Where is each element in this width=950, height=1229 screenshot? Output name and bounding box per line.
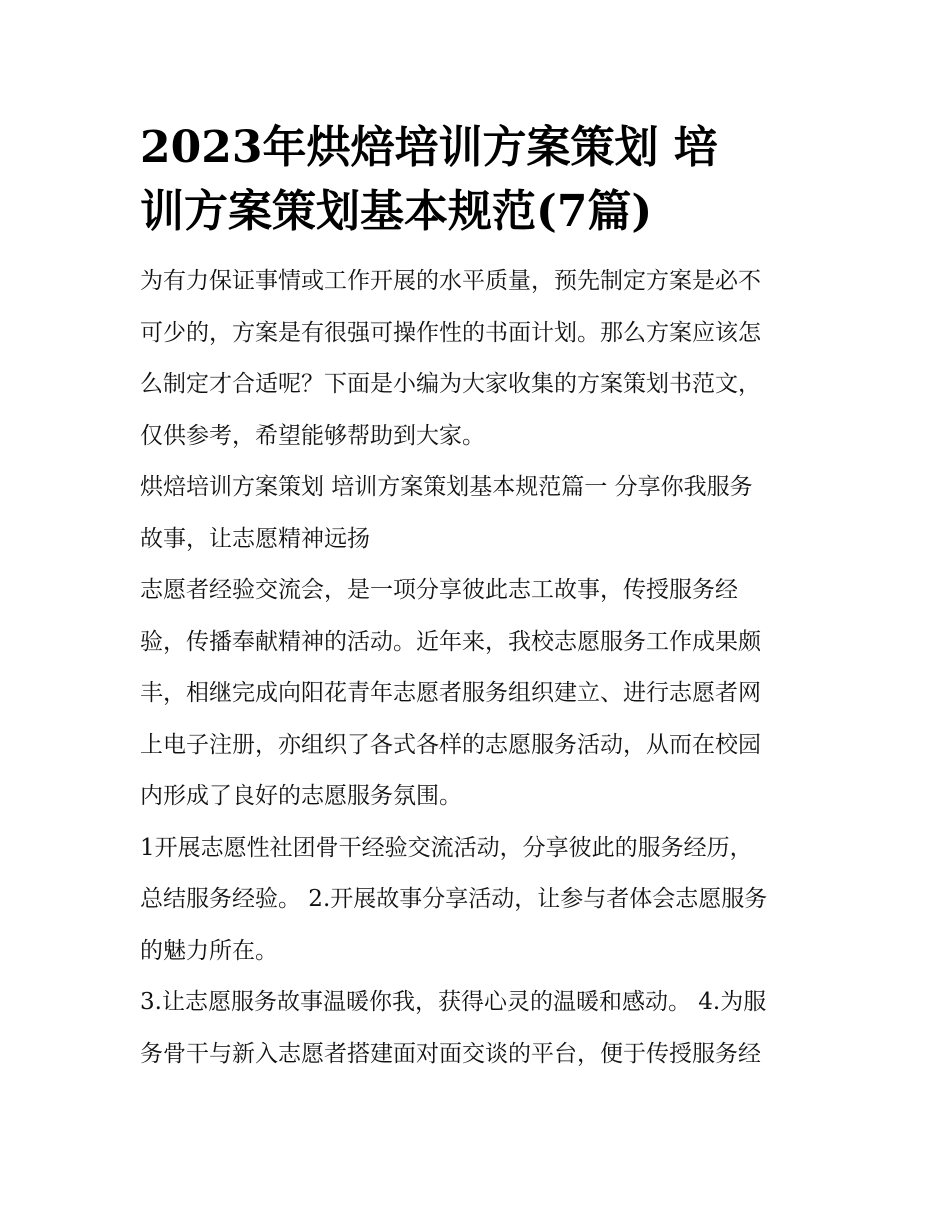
text-line: 仅供参考，希望能够帮助到大家。 xyxy=(140,422,485,449)
text-line: 烘焙培训方案策划 培训方案策划基本规范篇一 分享你我服务 xyxy=(140,474,753,500)
text-line: 丰，相继完成向阳花青年志愿者服务组织建立、进行志愿者网 xyxy=(140,680,761,706)
text-line: 么制定才合适呢？下面是小编为大家收集的方案策划书范文， xyxy=(140,371,761,397)
text-line: 为有力保证事情或工作开展的水平质量，预先制定方案是必不 xyxy=(140,268,761,294)
body-paragraph xyxy=(140,565,816,823)
text-line: 总结服务经验。 2.开展故事分享活动，让参与者体会志愿服务 xyxy=(140,886,768,912)
title-line: 训方案策划基本规范(7篇) xyxy=(140,186,653,237)
list-paragraph xyxy=(140,823,816,978)
text-line: 上电子注册，亦组织了各式各样的志愿服务活动，从而在校园 xyxy=(140,731,761,758)
text-line: 验，传播奉献精神的活动。近年来，我校志愿服务工作成果颇 xyxy=(140,628,761,655)
document-title xyxy=(140,116,816,244)
text-line: 的魅力所在。 xyxy=(140,937,278,964)
text-line: 1开展志愿性社团骨干经验交流活动，分享彼此的服务经历， xyxy=(140,834,753,861)
section-heading-paragraph xyxy=(140,462,816,565)
text-line: 志愿者经验交流会，是一项分享彼此志工故事，传授服务经 xyxy=(140,577,738,603)
text-line: 可少的，方案是有很强可操作性的书面计划。那么方案应该怎 xyxy=(140,319,761,346)
text-line: 务骨干与新入志愿者搭建面对面交谈的平台，便于传授服务经 xyxy=(140,1040,761,1067)
document-content xyxy=(140,116,816,1080)
text-line: 3.让志愿服务故事温暖你我，获得心灵的温暖和感动。 4.为服 xyxy=(140,989,767,1015)
text-line: 内形成了良好的志愿服务氛围。 xyxy=(140,783,462,809)
text-line: 故事，让志愿精神远扬 xyxy=(140,525,370,552)
list-paragraph xyxy=(140,977,816,1080)
intro-paragraph xyxy=(140,256,816,462)
title-line: 2023年烘焙培训方案策划 培 xyxy=(140,122,718,173)
